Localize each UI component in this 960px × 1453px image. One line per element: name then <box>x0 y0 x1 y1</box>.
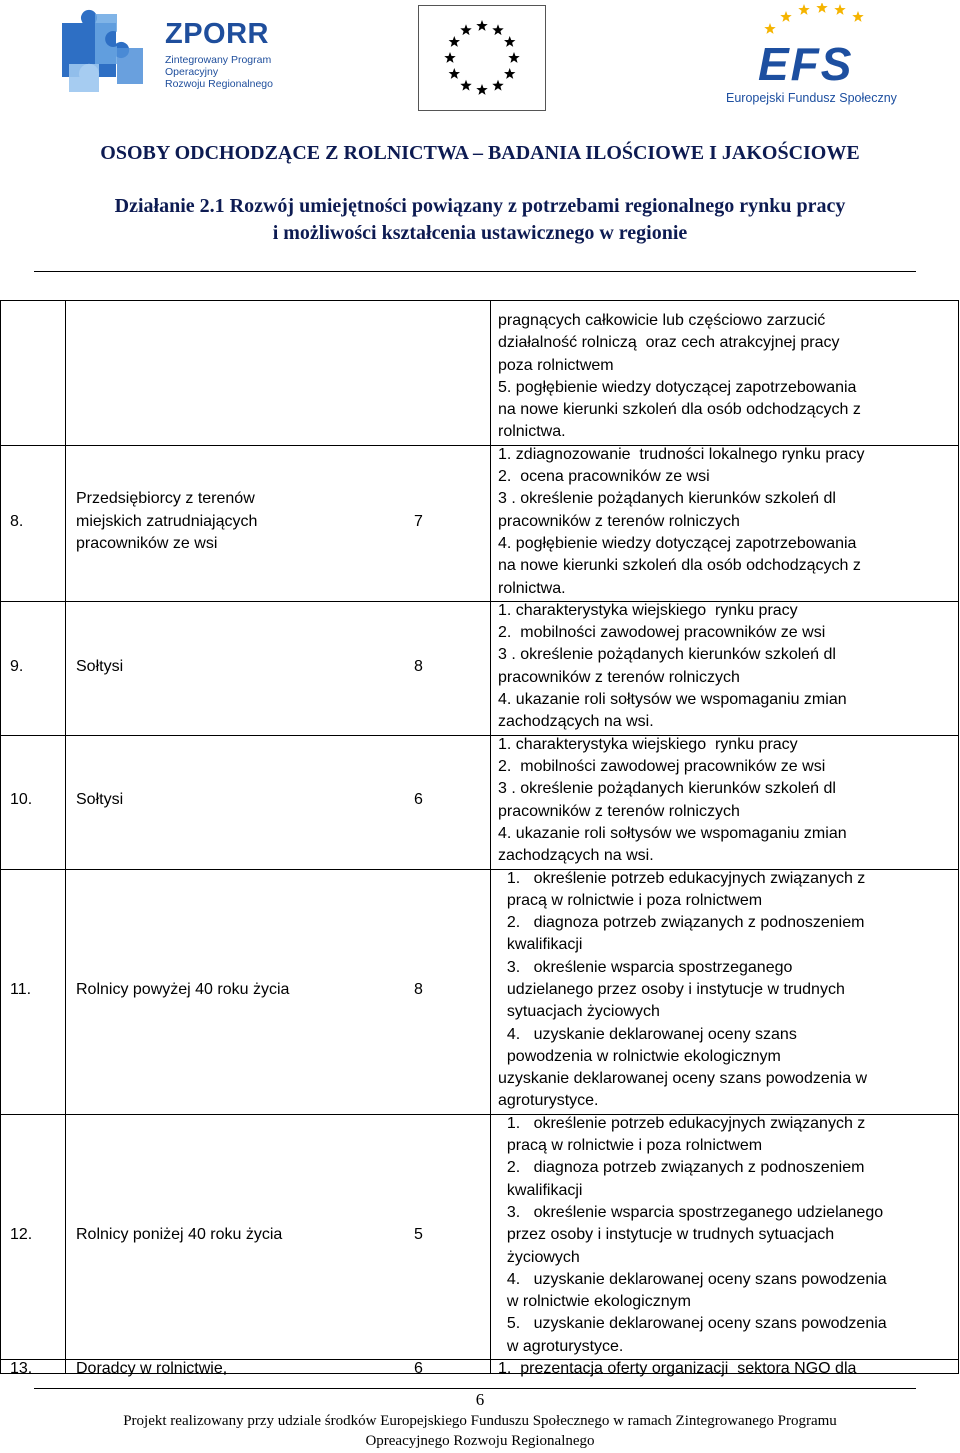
row-number: 12. <box>10 1226 33 1244</box>
efs-star <box>852 11 863 22</box>
description-line: 5. pogłębienie wiedzy dotyczącej zapotrzebowania <box>498 378 857 396</box>
description-line: na nowe kierunki szkoleń dla osób odchodzących z <box>498 557 861 575</box>
description-line: życiowych <box>498 1248 580 1266</box>
eu-flag-logo <box>418 5 546 111</box>
table-border <box>958 300 959 1374</box>
eu-star <box>460 24 471 35</box>
description-line: rolnictwa. <box>498 579 566 597</box>
row-description <box>498 868 867 1113</box>
group-name-line: Sołtysi <box>76 791 124 809</box>
description-line: w rolnictwie ekologicznym <box>498 1293 691 1311</box>
respondent-count: 5 <box>414 1226 423 1244</box>
eu-star <box>508 52 519 63</box>
table-column-divider <box>490 300 491 1374</box>
description-line: 2. mobilności zawodowej pracowników ze wsi <box>498 757 826 775</box>
group-name-line: Przedsiębiorcy z terenów <box>76 490 255 508</box>
group-name <box>76 979 289 1001</box>
row-description <box>498 600 847 734</box>
respondent-count: 8 <box>414 981 423 998</box>
group-name-line: miejskich zatrudniających <box>76 512 258 530</box>
row-number: 10. <box>10 791 33 809</box>
description-line: kwalifikacji <box>498 1181 583 1199</box>
description-line: uzyskanie deklarowanej oceny szans powodzenia w <box>498 1070 868 1088</box>
group-name-line: Sołtysi <box>76 657 124 675</box>
group-name-line: pracowników ze wsi <box>76 534 218 552</box>
footer-note-line: Opreacyjnego Rozwoju Regionalnego <box>365 1433 595 1449</box>
row-number: 9. <box>10 657 24 675</box>
action-heading-line: Działanie 2.1 Rozwój umiejętności powiązany z potrzebami regionalnego rynku pracy <box>114 195 846 217</box>
action-heading <box>0 193 960 247</box>
description-line: 1. charakterystyka wiejskiego rynku pracy <box>498 601 798 619</box>
header-divider <box>34 271 916 272</box>
row-number: 8. <box>10 512 24 530</box>
respondent-count: 7 <box>414 512 423 530</box>
group-name <box>76 488 257 555</box>
description-line: zachodzących na wsi. <box>498 713 654 731</box>
eu-flag-stars-icon <box>419 6 545 110</box>
group-name <box>76 1224 282 1246</box>
puzzle-logo-icon <box>55 8 155 98</box>
respondent-count: 6 <box>414 1360 423 1378</box>
description-line: pragnących całkowicie lub częściowo zarzucić <box>498 312 826 329</box>
group-name-line: Rolnicy powyżej 40 roku życia <box>76 981 290 998</box>
efs-name: EFS <box>758 38 854 90</box>
document-title: OSOBY ODCHODZĄCE Z ROLNICTWA – BADANIA ILOŚCIOWE I JAKOŚCIOWE <box>100 142 860 164</box>
row-number: 11. <box>10 981 32 998</box>
description-line: zachodzących na wsi. <box>498 847 654 865</box>
efs-stars-icon <box>758 3 878 39</box>
eu-star <box>504 68 515 79</box>
description-line: agroturystyce. <box>498 1092 599 1110</box>
description-line: pracowników z terenów rolniczych <box>498 512 740 530</box>
description-line: udzielanego przez osoby i instytucje w trudnych <box>498 980 845 998</box>
description-line: przez osoby i instytucje w trudnych sytuacjach <box>498 1226 835 1244</box>
description-line: rolnictwa. <box>498 423 566 441</box>
footer-note <box>0 1411 960 1451</box>
group-name-line: Doradcy w rolnictwie, <box>76 1360 228 1378</box>
description-line: 4. pogłębienie wiedzy dotyczącej zapotrzebowania <box>498 534 857 552</box>
efs-star <box>780 11 791 22</box>
footer-note-line: Projekt realizowany przy udziale środków Europejskiego Funduszu Społecznego w ramach Zintegrowanego Programu <box>123 1413 837 1429</box>
description-line: 1. określenie potrzeb edukacyjnych związanych z <box>498 869 866 887</box>
row-description <box>498 734 847 868</box>
description-line: pracą w rolnictwie i poza rolnictwem <box>498 1137 763 1155</box>
eu-star <box>492 80 503 91</box>
group-name-line: Rolnicy poniżej 40 roku życia <box>76 1226 283 1244</box>
efs-logo <box>720 3 902 107</box>
target-groups-table <box>0 300 960 1378</box>
eu-star <box>504 36 515 47</box>
description-line: kwalifikacji <box>498 936 583 954</box>
efs-star <box>816 3 827 13</box>
description-line: pracowników z terenów rolniczych <box>498 802 740 820</box>
efs-subtitle: Europejski Fundusz Społeczny <box>726 91 897 105</box>
efs-star <box>798 4 809 15</box>
description-line: 2. ocena pracowników ze wsi <box>498 468 710 486</box>
description-line: na nowe kierunki szkoleń dla osób odchodzących z <box>498 401 861 419</box>
efs-star <box>764 23 775 34</box>
eu-star <box>444 52 455 63</box>
group-name <box>76 1358 227 1380</box>
description-line: działalność rolniczą oraz cech atrakcyjnej pracy <box>498 334 840 352</box>
description-line: sytuacjach życiowych <box>498 1003 660 1021</box>
row-description <box>498 1358 856 1380</box>
row-number: 13. <box>10 1360 33 1378</box>
footer-divider <box>34 1388 916 1389</box>
description-line: w agroturystyce. <box>498 1337 624 1355</box>
description-line: 2. diagnoza potrzeb związanych z podnoszeniem <box>498 914 865 932</box>
zporr-sub-line: Rozwoju Regionalnego <box>165 78 273 90</box>
description-line: 1. określenie potrzeb edukacyjnych związanych z <box>498 1114 866 1132</box>
row-description <box>498 1113 887 1358</box>
eu-star <box>476 20 487 31</box>
row-description <box>498 444 864 600</box>
row-description <box>498 310 861 444</box>
page-number: 6 <box>475 1390 485 1409</box>
description-line: 5. uzyskanie deklarowanej oceny szans powodzenia <box>498 1315 887 1333</box>
description-line: poza rolnictwem <box>498 356 614 374</box>
table-border <box>0 300 958 301</box>
table-border <box>0 300 1 1374</box>
description-line: 3 . określenie pożądanych kierunków szkoleń dl <box>498 646 836 664</box>
respondent-count: 6 <box>414 791 423 809</box>
description-line: 4. ukazanie roli sołtysów we wspomaganiu zmian <box>498 691 847 709</box>
action-heading-line: i możliwości kształcenia ustawicznego w regionie <box>272 222 688 244</box>
eu-star <box>460 80 471 91</box>
description-line: 4. ukazanie roli sołtysów we wspomaganiu zmian <box>498 824 847 842</box>
group-name <box>76 789 123 811</box>
zporr-name: ZPORR <box>165 18 269 50</box>
description-line: 1. charakterystyka wiejskiego rynku pracy <box>498 735 798 753</box>
description-line: 3 . określenie pożądanych kierunków szkoleń dl <box>498 490 836 508</box>
table-column-divider <box>65 300 66 1374</box>
description-line: 4. uzyskanie deklarowanej oceny szans powodzenia <box>498 1270 887 1288</box>
description-line: 3 . określenie pożądanych kierunków szkoleń dl <box>498 780 836 798</box>
zporr-logo <box>55 8 295 100</box>
description-line: 1. zdiagnozowanie trudności lokalnego rynku pracy <box>498 445 865 463</box>
efs-star <box>834 4 845 15</box>
eu-star <box>476 84 487 95</box>
group-name <box>76 656 123 678</box>
respondent-count: 8 <box>414 657 423 675</box>
description-line: 3. określenie wsparcia spostrzeganego <box>498 958 793 976</box>
description-line: 2. diagnoza potrzeb związanych z podnoszeniem <box>498 1159 865 1177</box>
description-line: 3. określenie wsparcia spostrzeganego udzielanego <box>498 1203 884 1221</box>
zporr-sub-line: Operacyjny <box>165 66 219 78</box>
eu-star <box>492 24 503 35</box>
description-line: 2. mobilności zawodowej pracowników ze wsi <box>498 624 826 642</box>
description-line: 4. uzyskanie deklarowanej oceny szans <box>498 1025 797 1043</box>
description-line: pracowników z terenów rolniczych <box>498 668 740 686</box>
description-line: pracą w rolnictwie i poza rolnictwem <box>498 891 763 909</box>
description-line: powodzenia w rolnictwie ekologicznym <box>498 1047 781 1065</box>
eu-star <box>449 36 460 47</box>
eu-star <box>449 68 460 79</box>
description-line: 1. prezentacja oferty organizacji sektora NGO dla <box>498 1360 857 1378</box>
zporr-sub-line: Zintegrowany Program <box>165 54 272 66</box>
